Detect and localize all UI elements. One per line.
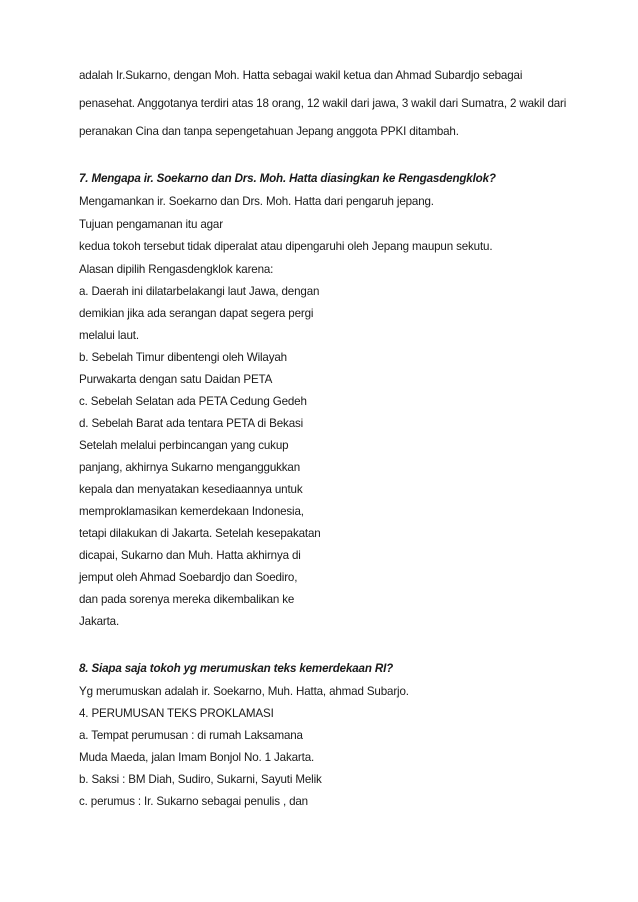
text-line: memproklamasikan kemerdekaan Indonesia, <box>79 505 304 518</box>
text-line: c. Sebelah Selatan ada PETA Cedung Gedeh <box>79 395 307 408</box>
text-line: melalui laut. <box>79 329 139 342</box>
text-line: Alasan dipilih Rengasdengklok karena: <box>79 263 274 276</box>
text-line: dan pada sorenya mereka dikembalikan ke <box>79 593 295 606</box>
text-line: kedua tokoh tersebut tidak diperalat atau dipengaruhi oleh Jepang maupun sekutu. <box>79 240 493 253</box>
text-line: panjang, akhirnya Sukarno menganggukkan <box>79 461 301 474</box>
text-line: d. Sebelah Barat ada tentara PETA di Bekasi <box>79 417 304 430</box>
text-line: Tujuan pengamanan itu agar <box>79 218 223 231</box>
text-line: Mengamankan ir. Soekarno dan Drs. Moh. Hatta dari pengaruh jepang. <box>79 195 434 208</box>
text-line: penasehat. Anggotanya terdiri atas 18 orang, 12 wakil dari jawa, 3 wakil dari Sumatra, 2 wakil dari <box>79 97 567 110</box>
text-line: adalah Ir.Sukarno, dengan Moh. Hatta sebagai wakil ketua dan Ahmad Subardjo sebagai <box>79 69 523 82</box>
question-7: 7. Mengapa ir. Soekarno dan Drs. Moh. Hatta diasingkan ke Rengasdengklok? <box>79 172 496 185</box>
text-line: kepala dan menyatakan kesediaannya untuk <box>79 483 303 496</box>
text-line: b. Saksi : BM Diah, Sudiro, Sukarni, Sayuti Melik <box>79 773 322 786</box>
text-line: a. Tempat perumusan : di rumah Laksamana <box>79 729 303 742</box>
text-line: b. Sebelah Timur dibentengi oleh Wilayah <box>79 351 287 364</box>
question-8: 8. Siapa saja tokoh yg merumuskan teks kemerdekaan RI? <box>79 662 394 675</box>
text-line: c. perumus : Ir. Sukarno sebagai penulis , dan <box>79 795 308 808</box>
text-line: Muda Maeda, jalan Imam Bonjol No. 1 Jakarta. <box>79 751 315 764</box>
text-line: Jakarta. <box>79 615 120 628</box>
text-line: peranakan Cina dan tanpa sepengetahuan Jepang anggota PPKI ditambah. <box>79 125 459 138</box>
text-line: Setelah melalui perbincangan yang cukup <box>79 439 289 452</box>
text-line: Yg merumuskan adalah ir. Soekarno, Muh. Hatta, ahmad Subarjo. <box>79 685 409 698</box>
text-line: tetapi dilakukan di Jakarta. Setelah kesepakatan <box>79 527 321 540</box>
text-line: 4. PERUMUSAN TEKS PROKLAMASI <box>79 707 274 720</box>
text-line: demikian jika ada serangan dapat segera pergi <box>79 307 314 320</box>
text-line: dicapai, Sukarno dan Muh. Hatta akhirnya di <box>79 549 301 562</box>
text-line: jemput oleh Ahmad Soebardjo dan Soediro, <box>79 571 298 584</box>
text-line: a. Daerah ini dilatarbelakangi laut Jawa, dengan <box>79 285 320 298</box>
text-line: Purwakarta dengan satu Daidan PETA <box>79 373 273 386</box>
